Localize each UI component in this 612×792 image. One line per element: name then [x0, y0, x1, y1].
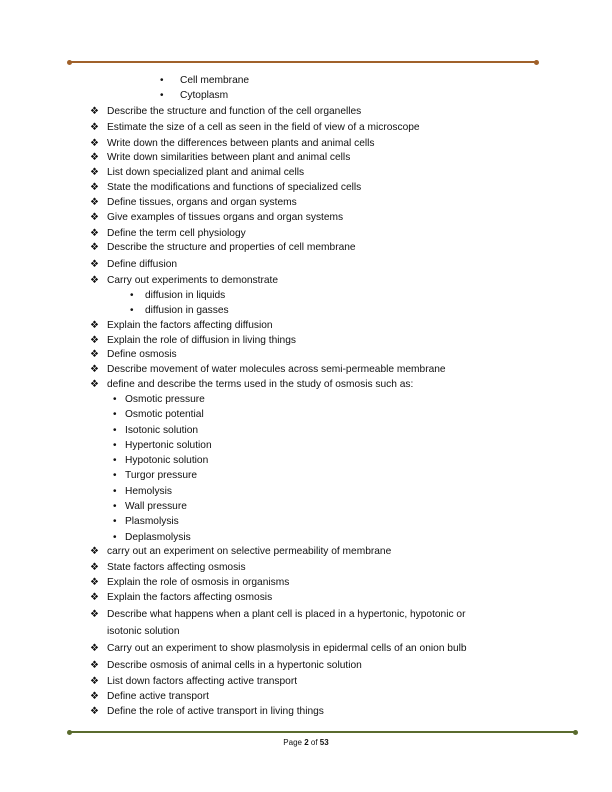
- list-item-text: Write down the differences between plants and animal cells: [107, 138, 375, 149]
- diamond-bullet-icon: ❖: [90, 379, 99, 390]
- diamond-bullet-icon: ❖: [90, 182, 99, 193]
- footer-rule-left-dot: [67, 730, 72, 735]
- diamond-bullet-icon: ❖: [90, 706, 99, 717]
- bullet-icon: •: [113, 516, 117, 527]
- list-item-text: Explain the role of osmosis in organisms: [107, 577, 290, 588]
- page-number: [0, 738, 612, 747]
- list-item-text: Define tissues, organs and organ systems: [107, 197, 297, 208]
- list-item-text: State the modifications and functions of specialized cells: [107, 182, 362, 193]
- list-item-text: Define osmosis: [107, 349, 177, 360]
- list-item-text: Describe movement of water molecules across semi-permeable membrane: [107, 364, 446, 375]
- footer-rule: [70, 731, 576, 733]
- list-item-text: Estimate the size of a cell as seen in the field of view of a microscope: [107, 122, 420, 133]
- list-item-text: Turgor pressure: [125, 470, 198, 481]
- list-item-text: Hypotonic solution: [125, 455, 209, 466]
- diamond-bullet-icon: ❖: [90, 691, 99, 702]
- list-item-text: Describe the structure and properties of cell membrane: [107, 242, 356, 253]
- bullet-icon: •: [113, 486, 117, 497]
- bullet-icon: •: [113, 532, 117, 543]
- page-of-label: of: [308, 738, 320, 747]
- header-rule: [70, 61, 536, 63]
- list-item-text: Osmotic pressure: [125, 394, 205, 405]
- list-item-text: List down specialized plant and animal cells: [107, 167, 305, 178]
- bullet-icon: •: [113, 409, 117, 420]
- list-item-text: diffusion in liquids: [145, 290, 226, 301]
- bullet-icon: •: [160, 75, 164, 86]
- diamond-bullet-icon: ❖: [90, 592, 99, 603]
- list-item-text: Explain the role of diffusion in living things: [107, 335, 296, 346]
- diamond-bullet-icon: ❖: [90, 546, 99, 557]
- list-item-text: carry out an experiment on selective permeability of membrane: [107, 546, 392, 557]
- list-item-text: Cytoplasm: [180, 90, 229, 101]
- diamond-bullet-icon: ❖: [90, 320, 99, 331]
- list-item-text: Define active transport: [107, 691, 209, 702]
- diamond-bullet-icon: ❖: [90, 122, 99, 133]
- diamond-bullet-icon: ❖: [90, 228, 99, 239]
- list-item-text: Hemolysis: [125, 486, 172, 497]
- bullet-icon: •: [113, 394, 117, 405]
- list-item-text: define and describe the terms used in the study of osmosis such as:: [107, 379, 414, 390]
- diamond-bullet-icon: ❖: [90, 152, 99, 163]
- bullet-icon: •: [130, 290, 134, 301]
- diamond-bullet-icon: ❖: [90, 349, 99, 360]
- diamond-bullet-icon: ❖: [90, 197, 99, 208]
- list-item-text: Cell membrane: [180, 75, 250, 86]
- diamond-bullet-icon: ❖: [90, 167, 99, 178]
- bullet-icon: •: [113, 440, 117, 451]
- page-label: Page: [283, 738, 305, 747]
- list-item-text: Define the role of active transport in living things: [107, 706, 324, 717]
- diamond-bullet-icon: ❖: [90, 106, 99, 117]
- list-item-text: Hypertonic solution: [125, 440, 212, 451]
- bullet-icon: •: [160, 90, 164, 101]
- list-item-text: List down factors affecting active transport: [107, 676, 298, 687]
- list-item-text: Carry out an experiment to show plasmolysis in epidermal cells of an onion bulb: [107, 643, 467, 654]
- list-item-text: Wall pressure: [125, 501, 187, 512]
- header-rule-left-dot: [67, 60, 72, 65]
- list-item-text: State factors affecting osmosis: [107, 562, 246, 573]
- list-item-text: Plasmolysis: [125, 516, 179, 527]
- diamond-bullet-icon: ❖: [90, 562, 99, 573]
- bullet-icon: •: [113, 501, 117, 512]
- bullet-icon: •: [130, 305, 134, 316]
- list-item-text: Describe the structure and function of the cell organelles: [107, 106, 362, 117]
- list-item-text: Define the term cell physiology: [107, 228, 246, 239]
- footer-rule-right-dot: [573, 730, 578, 735]
- list-item-text: Describe what happens when a plant cell is placed in a hypertonic, hypotonic or: [107, 609, 466, 620]
- list-item-text: Explain the factors affecting diffusion: [107, 320, 273, 331]
- list-item-text: Describe osmosis of animal cells in a hypertonic solution: [107, 660, 362, 671]
- diamond-bullet-icon: ❖: [90, 676, 99, 687]
- list-item-text: Osmotic potential: [125, 409, 204, 420]
- bullet-icon: •: [113, 425, 117, 436]
- diamond-bullet-icon: ❖: [90, 275, 99, 286]
- diamond-bullet-icon: ❖: [90, 609, 99, 620]
- header-rule-right-dot: [534, 60, 539, 65]
- current-page: 2: [304, 738, 309, 747]
- list-item-text: diffusion in gasses: [145, 305, 229, 316]
- list-item-text: Deplasmolysis: [125, 532, 191, 543]
- list-item-text: isotonic solution: [107, 626, 180, 637]
- list-item-text: Explain the factors affecting osmosis: [107, 592, 273, 603]
- diamond-bullet-icon: ❖: [90, 660, 99, 671]
- list-item-text: Give examples of tissues organs and organ systems: [107, 212, 344, 223]
- list-item-text: Isotonic solution: [125, 425, 199, 436]
- diamond-bullet-icon: ❖: [90, 335, 99, 346]
- bullet-icon: •: [113, 455, 117, 466]
- bullet-icon: •: [113, 470, 117, 481]
- diamond-bullet-icon: ❖: [90, 364, 99, 375]
- total-pages: 53: [319, 738, 329, 747]
- diamond-bullet-icon: ❖: [90, 138, 99, 149]
- diamond-bullet-icon: ❖: [90, 212, 99, 223]
- list-item-text: Define diffusion: [107, 259, 178, 270]
- diamond-bullet-icon: ❖: [90, 259, 99, 270]
- diamond-bullet-icon: ❖: [90, 577, 99, 588]
- diamond-bullet-icon: ❖: [90, 242, 99, 253]
- list-item-text: Carry out experiments to demonstrate: [107, 275, 278, 286]
- list-item-text: Write down similarities between plant and animal cells: [107, 152, 351, 163]
- diamond-bullet-icon: ❖: [90, 643, 99, 654]
